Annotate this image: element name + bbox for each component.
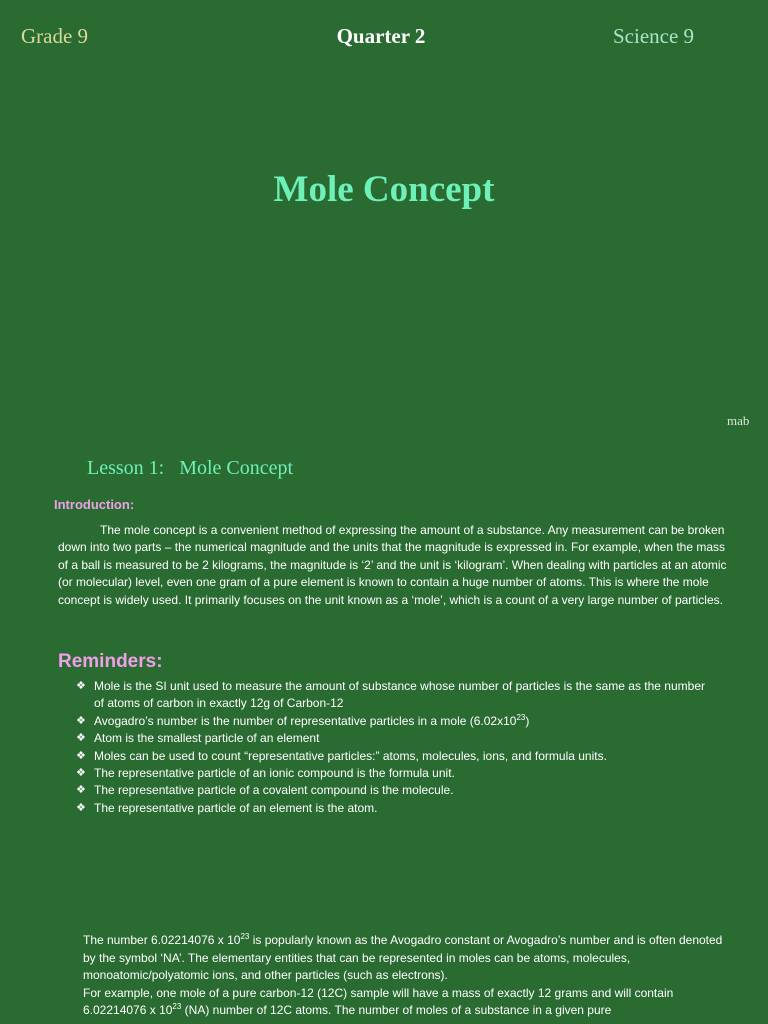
lesson-title: Mole Concept (179, 457, 294, 479)
list-item: ❖ Moles can be used to count “representative particles:” atoms, molecules, ions, and formula units. (76, 748, 716, 765)
introduction-label: Introduction: (54, 497, 135, 512)
header-subject: Science 9 (613, 24, 695, 48)
list-item: ❖ Mole is the SI unit used to measure the amount of substance whose number of particles is the same as the number of atoms of carbon in exactly 12g of Carbon-12 (76, 679, 705, 711)
introduction-paragraph: The mole concept is a convenient method of expressing the amount of a substance. Any measurement can be broken down into two parts – the numerical magnitude and the units that the magnitude is expressed in. For example, when the mass of a ball is measured to be 2 kilograms, the magnitude is ‘2’ and the unit is ‘kilogram’. When dealing with particles at an atomic (or molecular) level, even one gram of a pure element is known to contain a huge number of atoms. This is where the mole concept is widely used. It primarily focuses on the unit known as a ‘mole’, which is a count of a very large number of particles. (58, 523, 727, 607)
header-grade: Grade 9 (21, 24, 89, 48)
reminders-list (76, 678, 716, 817)
list-item: ❖ The representative particle of an ionic compound is the formula unit. (76, 765, 716, 782)
diamond-bullet-icon: ❖ (76, 767, 86, 780)
document-title: Mole Concept (273, 169, 495, 210)
list-item: ❖ The representative particle of a covalent compound is the molecule. (76, 782, 716, 799)
avogadro-paragraph: The number 6.02214076 x $10^{23}$ is popularly known as the Avogadro constant or Avogadro’s number and is often denoted by the symbol ‘NA’. The elementary entities that can be represented in moles can be atoms, molecules, monoatomic/polyatomic ions, and other particles (such as electrons). (83, 932, 723, 983)
list-item: ❖ The representative particle of an element is the atom. (76, 800, 716, 817)
list-item: ❖ Atom is the smallest particle of an element (76, 730, 716, 747)
avogadro-section (83, 932, 723, 1020)
reminders-label: Reminders: (58, 651, 163, 672)
lesson-number: Lesson 1: (87, 457, 165, 479)
diamond-bullet-icon: ❖ (76, 680, 86, 692)
author-initials: mab (727, 413, 750, 428)
diamond-bullet-icon: ❖ (76, 732, 86, 745)
list-item: ❖ Avogadro’s number is the number of representative particles in a mole $(6.02x10^{23})$ (76, 713, 716, 730)
example-paragraph: For example, one mole of a pure carbon-12 (12C) sample will have a mass of exactly 12 grams and will contain 6.02214076 x $10^{23}$ (NA) number of 12C atoms. The number of moles of a substance in a given pure (83, 985, 674, 1018)
header-quarter: Quarter 2 (336, 24, 426, 48)
lesson-heading (87, 457, 293, 480)
diamond-bullet-icon: ❖ (76, 801, 86, 814)
diamond-bullet-icon: ❖ (76, 784, 86, 797)
diamond-bullet-icon: ❖ (76, 714, 86, 727)
diamond-bullet-icon: ❖ (76, 749, 86, 762)
